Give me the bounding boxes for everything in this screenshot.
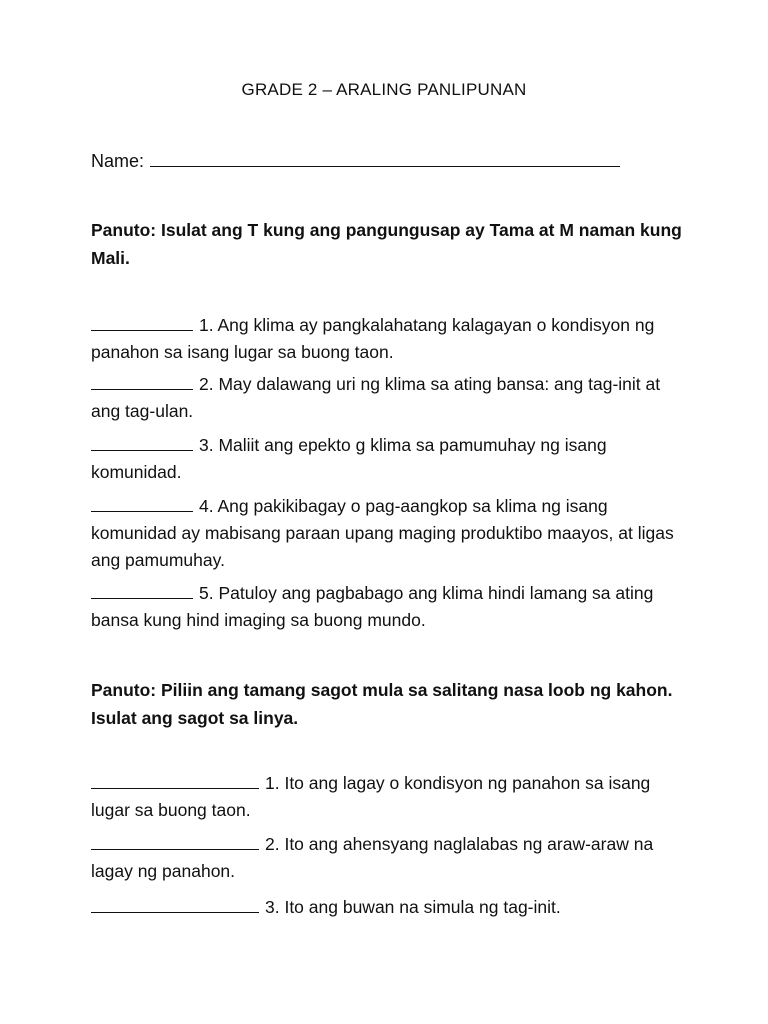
item-text: 2. May dalawang uri ng klima sa ating bansa: ang tag-init at ang tag-ulan. xyxy=(91,374,661,421)
item-text: 1. Ang klima ay pangkalahatang kalagayan o kondisyon ng panahon sa isang lugar sa buong taon. xyxy=(91,315,655,362)
answer-line xyxy=(91,373,193,390)
item-text: 4. Ang pakikibagay o pag-aangkop sa klima ng isang komunidad ay mabisang paraan upang maging produktibo maayos, at ligas ang pamumuhay. xyxy=(91,496,674,570)
answer-line xyxy=(91,582,193,599)
answer-line xyxy=(91,495,193,512)
section1-item-2 xyxy=(91,371,691,425)
item-text: 2. Ito ang ahensyang naglalabas ng araw-araw na lagay ng panahon. xyxy=(91,834,654,881)
answer-line xyxy=(91,896,259,913)
section1-item-5 xyxy=(91,580,691,634)
section1-item-4 xyxy=(91,493,691,574)
name-label: Name: xyxy=(91,151,145,171)
name-field-row xyxy=(91,148,620,172)
section1-instruction: Panuto: Isulat ang T kung ang pangungusap ay Tama at M naman kung Mali. xyxy=(91,220,682,268)
answer-line xyxy=(91,833,259,850)
section2-instruction: Panuto: Piliin ang tamang sagot mula sa salitang nasa loob ng kahon. Isulat ang sagot sa linya. xyxy=(91,680,673,728)
item-text: 3. Ito ang buwan na simula ng tag-init. xyxy=(265,897,561,917)
section1-item-1 xyxy=(91,312,691,366)
section2-item-1 xyxy=(91,770,691,824)
section2-item-3 xyxy=(91,894,691,921)
section1-item-3 xyxy=(91,432,691,486)
item-text: 1. Ito ang lagay o kondisyon ng panahon sa isang lugar sa buong taon. xyxy=(91,773,651,820)
answer-line xyxy=(91,314,193,331)
name-answer-line xyxy=(150,148,620,167)
item-text: 3. Maliit ang epekto g klima sa pamumuhay ng isang komunidad. xyxy=(91,435,607,482)
worksheet-title: GRADE 2 – ARALING PANLIPUNAN xyxy=(241,80,527,99)
answer-line xyxy=(91,772,259,789)
item-text: 5. Patuloy ang pagbabago ang klima hindi lamang sa ating bansa kung hind imaging sa buong mundo. xyxy=(91,583,654,630)
section2-item-2 xyxy=(91,831,691,885)
answer-line xyxy=(91,434,193,451)
